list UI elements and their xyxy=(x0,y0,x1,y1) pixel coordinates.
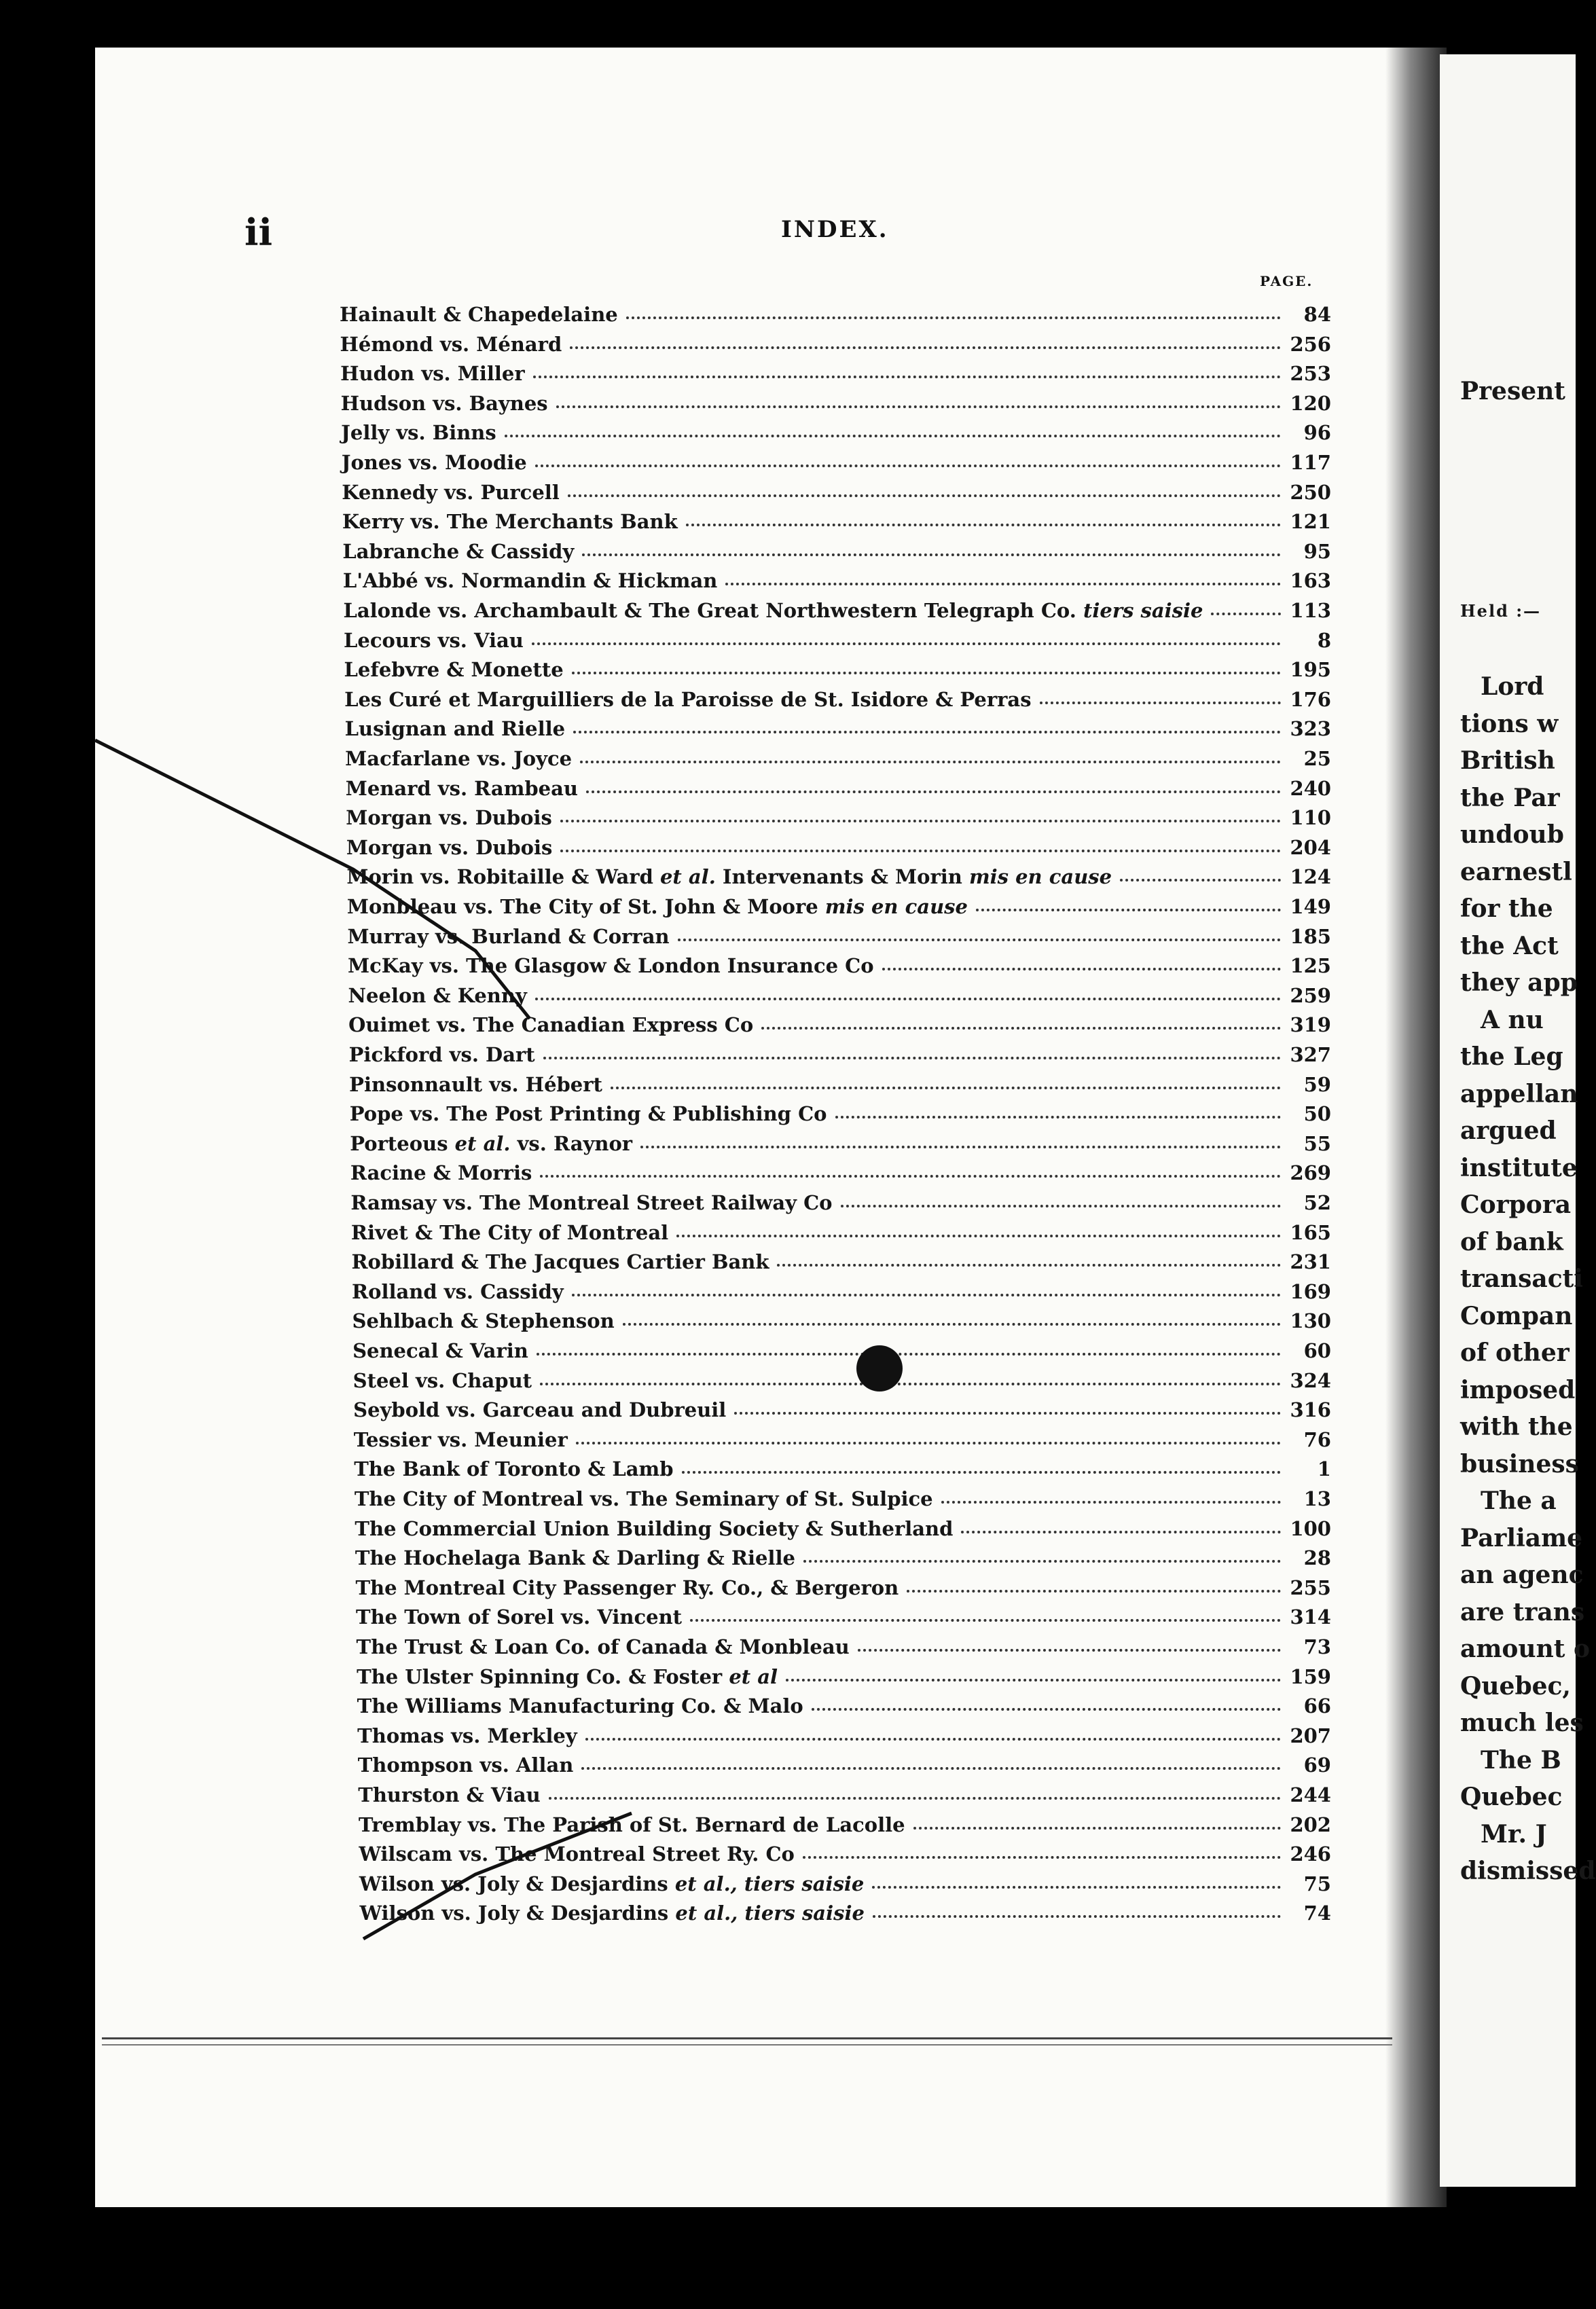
entry-page-number: 50 xyxy=(1303,1102,1331,1126)
index-entry xyxy=(355,1483,1331,1510)
entry-case-name: Hémond vs. Ménard xyxy=(340,332,562,356)
dot-leader xyxy=(1211,613,1281,615)
index-entry xyxy=(358,1779,1331,1806)
facing-page-line: appellan xyxy=(1460,1079,1578,1108)
entry-page-number: 76 xyxy=(1303,1428,1331,1451)
dot-leader xyxy=(572,1294,1281,1296)
dot-leader xyxy=(686,524,1281,526)
entry-page-number: 246 xyxy=(1290,1842,1331,1866)
index-entry xyxy=(346,773,1331,800)
index-entry xyxy=(343,565,1331,592)
entry-case-name: Lalonde vs. Archambault & The Great Northwestern Telegraph Co. tiers saisie xyxy=(343,599,1203,622)
index-entry xyxy=(352,1276,1331,1303)
index-entry xyxy=(357,1720,1331,1747)
index-entry xyxy=(353,1394,1331,1421)
entry-case-name: The City of Montreal vs. The Seminary of St. Sulpice xyxy=(354,1487,933,1510)
entry-page-number: 95 xyxy=(1303,539,1331,563)
index-entry xyxy=(351,1217,1331,1244)
entry-page-number: 176 xyxy=(1290,687,1331,711)
dot-leader xyxy=(560,850,1281,852)
dot-leader xyxy=(532,642,1281,645)
entry-case-name: The Town of Sorel vs. Vincent xyxy=(356,1605,683,1629)
entry-case-name: Menard vs. Rambeau xyxy=(345,776,579,800)
dot-leader xyxy=(1040,702,1281,704)
entry-case-name: Thurston & Viau xyxy=(358,1783,541,1806)
entry-page-number: 250 xyxy=(1290,480,1331,504)
index-entry xyxy=(359,1868,1331,1895)
dot-leader xyxy=(690,1619,1281,1622)
dot-leader xyxy=(1120,879,1281,881)
dot-leader xyxy=(580,761,1281,763)
facing-page-line: much les xyxy=(1460,1709,1584,1737)
index-entry xyxy=(346,802,1331,829)
entry-case-name: Morin vs. Robitaille & Ward et al. Intervenants & Morin mis en cause xyxy=(346,865,1112,889)
dot-leader xyxy=(725,583,1281,585)
facing-page-line: The B xyxy=(1481,1745,1561,1775)
index-entry xyxy=(341,417,1331,444)
index-entry xyxy=(344,654,1331,681)
facing-page-line: British xyxy=(1460,746,1555,775)
entry-page-number: 13 xyxy=(1303,1487,1331,1510)
entry-page-number: 110 xyxy=(1290,806,1331,830)
entry-page-number: 253 xyxy=(1290,362,1331,386)
entry-case-name: Jelly vs. Binns xyxy=(341,421,496,445)
entry-page-number: 84 xyxy=(1303,303,1331,326)
facing-page-line: Lord xyxy=(1481,672,1544,701)
entry-case-name: Neelon & Kenny xyxy=(348,983,527,1007)
dot-leader xyxy=(535,465,1281,467)
entry-case-name: Wilson vs. Joly & Desjardins et al., tiers saisie xyxy=(359,1902,865,1925)
dot-leader xyxy=(537,1353,1281,1356)
entry-case-name: The Trust & Loan Co. of Canada & Monbleau xyxy=(356,1635,850,1658)
dot-leader xyxy=(786,1679,1281,1681)
entry-page-number: 316 xyxy=(1290,1398,1331,1422)
facing-page-line: Quebec xyxy=(1460,1783,1563,1811)
entry-page-number: 327 xyxy=(1290,1043,1331,1066)
index-entry xyxy=(349,1069,1331,1096)
index-entry xyxy=(345,743,1331,770)
dot-leader xyxy=(576,1442,1281,1444)
index-entry xyxy=(341,388,1331,415)
entry-page-number: 113 xyxy=(1290,599,1331,622)
index-entry xyxy=(346,832,1331,859)
entry-page-number: 117 xyxy=(1290,451,1331,474)
entry-page-number: 100 xyxy=(1290,1516,1331,1540)
index-entry xyxy=(357,1631,1331,1658)
facing-page-line: for the xyxy=(1460,894,1553,923)
entry-case-name: Racine & Morris xyxy=(350,1161,532,1185)
dot-leader xyxy=(623,1323,1281,1326)
entry-case-name: L'Abbé vs. Normandin & Hickman xyxy=(342,569,718,593)
dot-leader xyxy=(560,820,1281,822)
facing-page-line: business xyxy=(1460,1449,1579,1478)
facing-page-line: with the xyxy=(1460,1413,1573,1441)
index-entry xyxy=(352,1335,1331,1362)
page-column-heading: PAGE. xyxy=(1260,273,1313,289)
dot-leader xyxy=(882,968,1281,970)
entry-page-number: 165 xyxy=(1290,1220,1331,1244)
index-entry xyxy=(355,1572,1331,1599)
index-entry xyxy=(348,950,1331,977)
entry-case-name: Hainault & Chapedelaine xyxy=(340,303,618,326)
entry-case-name: Seybold vs. Garceau and Dubreuil xyxy=(353,1398,727,1422)
index-entry xyxy=(346,861,1331,888)
index-entry xyxy=(359,1809,1331,1836)
entry-page-number: 319 xyxy=(1290,1013,1331,1037)
index-entry xyxy=(350,1157,1331,1184)
index-entry xyxy=(358,1749,1331,1777)
facing-page-line: imposed xyxy=(1460,1375,1576,1404)
entry-case-name: Kennedy vs. Purcell xyxy=(342,480,560,504)
index-entry xyxy=(348,980,1331,1007)
entry-case-name: The Bank of Toronto & Lamb xyxy=(354,1457,674,1481)
entry-page-number: 59 xyxy=(1303,1072,1331,1096)
entry-case-name: Morgan vs. Dubois xyxy=(346,835,553,859)
dot-leader xyxy=(761,1027,1281,1030)
facing-page-line: The a xyxy=(1481,1487,1557,1515)
dot-leader xyxy=(734,1412,1281,1415)
entry-case-name: Lecours vs. Viau xyxy=(344,628,524,652)
entry-case-name: Hudson vs. Baynes xyxy=(340,391,548,415)
index-entry xyxy=(347,891,1331,918)
entry-page-number: 69 xyxy=(1303,1753,1331,1777)
facing-page-line: Present xyxy=(1460,377,1565,405)
index-entry xyxy=(352,1305,1331,1332)
dot-leader xyxy=(812,1708,1281,1711)
dot-leader xyxy=(556,405,1281,408)
index-entry xyxy=(355,1542,1331,1569)
dot-leader xyxy=(533,376,1281,378)
dot-leader xyxy=(640,1146,1281,1148)
entry-case-name: Morgan vs. Dubois xyxy=(346,806,552,830)
entry-page-number: 169 xyxy=(1290,1279,1331,1303)
dot-leader xyxy=(582,553,1281,556)
entry-case-name: Sehlbach & Stephenson xyxy=(352,1309,615,1333)
entry-page-number: 1 xyxy=(1317,1457,1331,1481)
entry-case-name: Jones vs. Moodie xyxy=(341,451,527,474)
facing-page-line: the Act xyxy=(1460,931,1559,960)
entry-case-name: Monbleau vs. The City of St. John & Moore mis en cause xyxy=(346,895,968,918)
dot-leader xyxy=(585,1738,1281,1741)
dot-leader xyxy=(581,1767,1281,1770)
dot-leader xyxy=(873,1915,1281,1918)
entry-page-number: 120 xyxy=(1290,391,1331,415)
facing-page-line: Parliame xyxy=(1460,1523,1583,1552)
facing-page-line: the Par xyxy=(1460,783,1560,812)
index-entry xyxy=(340,329,1331,356)
index-entry xyxy=(350,1187,1331,1214)
index-entry xyxy=(355,1513,1331,1540)
entry-case-name: Rolland vs. Cassidy xyxy=(352,1279,564,1303)
dot-leader xyxy=(777,1264,1281,1267)
entry-case-name: Tessier vs. Meunier xyxy=(353,1428,568,1451)
entry-page-number: 256 xyxy=(1290,332,1331,356)
entry-case-name: Macfarlane vs. Joyce xyxy=(345,747,573,770)
dot-leader xyxy=(835,1116,1281,1119)
entry-page-number: 66 xyxy=(1303,1694,1331,1718)
entry-case-name: The Ulster Spinning Co. & Foster et al xyxy=(357,1665,778,1688)
facing-page-line: are trans xyxy=(1460,1597,1585,1626)
index-entry xyxy=(350,1128,1331,1155)
entry-case-name: Thompson vs. Allan xyxy=(357,1753,574,1777)
entry-page-number: 269 xyxy=(1290,1161,1331,1185)
dot-leader xyxy=(626,316,1281,319)
facing-page-line: Quebec, xyxy=(1460,1671,1571,1701)
index-entry xyxy=(344,625,1331,652)
facing-page-line: an agenc xyxy=(1460,1561,1584,1589)
index-entry xyxy=(357,1661,1331,1688)
entry-page-number: 28 xyxy=(1303,1546,1331,1570)
facing-page-line: A nu xyxy=(1481,1005,1544,1034)
facing-page-line: they app xyxy=(1460,968,1578,997)
entry-case-name: The Hochelaga Bank & Darling & Rielle xyxy=(355,1546,795,1570)
facing-page-line: Corpora xyxy=(1460,1190,1572,1219)
entry-case-name: Lefebvre & Monette xyxy=(344,658,564,682)
facing-page-line: undoub xyxy=(1460,820,1564,849)
dot-leader xyxy=(682,1471,1281,1474)
index-entry xyxy=(348,1009,1331,1036)
entry-page-number: 323 xyxy=(1290,717,1331,741)
entry-case-name: Ouimet vs. The Canadian Express Co xyxy=(348,1013,754,1037)
index-entry xyxy=(356,1601,1331,1629)
page-title: INDEX. xyxy=(781,216,889,243)
dot-leader xyxy=(803,1856,1281,1859)
entry-page-number: 75 xyxy=(1303,1872,1331,1895)
entry-page-number: 55 xyxy=(1303,1131,1331,1155)
entry-case-name: Hudon vs. Miller xyxy=(340,362,525,386)
facing-page-line: Held :— xyxy=(1460,601,1542,621)
footer-rule-secondary xyxy=(102,2044,1392,2046)
facing-page-line: Compan xyxy=(1460,1301,1573,1330)
entry-page-number: 124 xyxy=(1290,865,1331,889)
dot-leader xyxy=(505,435,1281,437)
dot-leader xyxy=(858,1649,1281,1652)
facing-page-line: of other xyxy=(1460,1339,1570,1367)
entry-page-number: 149 xyxy=(1290,895,1331,918)
entry-case-name: The Montreal City Passenger Ry. Co., & Bergeron xyxy=(355,1576,899,1599)
dot-leader xyxy=(803,1560,1281,1563)
entry-page-number: 8 xyxy=(1317,628,1331,652)
dot-leader xyxy=(913,1827,1281,1830)
dot-leader xyxy=(586,790,1281,793)
entry-page-number: 185 xyxy=(1290,924,1331,948)
dot-leader xyxy=(841,1205,1281,1207)
entry-case-name: Wilson vs. Joly & Desjardins et al., tiers saisie xyxy=(359,1872,865,1895)
entry-page-number: 121 xyxy=(1290,510,1331,534)
dot-leader xyxy=(907,1590,1281,1593)
entry-page-number: 195 xyxy=(1290,658,1331,682)
entry-page-number: 96 xyxy=(1303,421,1331,445)
entry-case-name: Pope vs. The Post Printing & Publishing Co xyxy=(349,1102,827,1126)
footer-rule xyxy=(102,2037,1392,2039)
facing-page-line: Mr. J xyxy=(1481,1819,1547,1849)
index-entry xyxy=(342,477,1331,504)
entry-page-number: 159 xyxy=(1290,1665,1331,1688)
entry-case-name: Pickford vs. Dart xyxy=(348,1043,535,1066)
facing-page-line: earnestl xyxy=(1460,857,1572,886)
index-entry xyxy=(343,595,1331,622)
dot-leader xyxy=(676,1235,1281,1237)
entry-case-name: Labranche & Cassidy xyxy=(342,539,575,563)
entry-page-number: 204 xyxy=(1290,835,1331,859)
dot-leader xyxy=(678,939,1281,941)
entry-case-name: Porteous et al. vs. Raynor xyxy=(350,1131,633,1155)
dot-leader xyxy=(611,1087,1281,1089)
index-entry xyxy=(340,358,1331,385)
entry-case-name: Thomas vs. Merkley xyxy=(357,1724,577,1747)
dot-leader xyxy=(543,1057,1281,1059)
entry-case-name: Kerry vs. The Merchants Bank xyxy=(342,510,678,534)
entry-case-name: Rivet & The City of Montreal xyxy=(350,1220,669,1244)
dot-leader xyxy=(573,731,1281,733)
dot-leader xyxy=(976,909,1281,911)
index-entry xyxy=(353,1365,1331,1392)
entry-case-name: Wilscam vs. The Montreal Street Ry. Co xyxy=(359,1842,795,1866)
entry-case-name: Steel vs. Chaput xyxy=(352,1368,532,1392)
dot-leader xyxy=(540,1175,1281,1178)
entry-page-number: 231 xyxy=(1290,1250,1331,1274)
dot-leader xyxy=(535,998,1281,1000)
entry-page-number: 130 xyxy=(1290,1309,1331,1333)
facing-page-line: of bank xyxy=(1460,1227,1563,1256)
entry-page-number: 25 xyxy=(1303,747,1331,770)
facing-page-line: the Leg xyxy=(1460,1042,1563,1071)
entry-page-number: 163 xyxy=(1290,569,1331,593)
page-number: ii xyxy=(244,211,273,254)
entry-case-name: Lusignan and Rielle xyxy=(344,717,566,741)
entry-case-name: Tremblay vs. The Parish of St. Bernard de Lacolle xyxy=(358,1813,905,1836)
entry-page-number: 202 xyxy=(1290,1813,1331,1836)
entry-case-name: Senecal & Varin xyxy=(352,1339,528,1362)
entry-page-number: 259 xyxy=(1290,983,1331,1007)
entry-page-number: 74 xyxy=(1303,1902,1331,1925)
entry-page-number: 60 xyxy=(1303,1339,1331,1362)
entry-case-name: Robillard & The Jacques Cartier Bank xyxy=(351,1250,769,1274)
facing-page-line: argued xyxy=(1460,1116,1557,1145)
facing-page-line: dismissed xyxy=(1460,1857,1596,1885)
index-entry xyxy=(354,1453,1331,1480)
index-entry xyxy=(345,713,1331,740)
index-entry xyxy=(349,1039,1331,1066)
index-entry xyxy=(354,1424,1331,1451)
entry-page-number: 207 xyxy=(1290,1724,1331,1747)
facing-page-line: tions w xyxy=(1460,709,1559,738)
dot-leader xyxy=(570,346,1281,349)
entry-case-name: Murray vs. Burland & Corran xyxy=(347,924,670,948)
entry-page-number: 324 xyxy=(1290,1368,1331,1392)
entry-page-number: 314 xyxy=(1290,1605,1331,1629)
dot-leader xyxy=(549,1797,1281,1800)
entry-case-name: Les Curé et Marguilliers de la Paroisse de St. Isidore & Perras xyxy=(344,687,1032,711)
dot-leader xyxy=(572,672,1281,674)
entry-case-name: The Commercial Union Building Society & Sutherland xyxy=(355,1516,954,1540)
entry-page-number: 125 xyxy=(1290,954,1331,978)
entry-page-number: 73 xyxy=(1303,1635,1331,1658)
index-entry xyxy=(357,1690,1331,1717)
index-entry xyxy=(344,684,1331,711)
entry-case-name: Ramsay vs. The Montreal Street Railway Co xyxy=(350,1191,833,1214)
entry-page-number: 240 xyxy=(1290,776,1331,800)
entry-page-number: 244 xyxy=(1290,1783,1331,1806)
index-entry xyxy=(359,1897,1331,1925)
index-entry xyxy=(359,1838,1331,1866)
entry-case-name: Pinsonnault vs. Hébert xyxy=(349,1072,602,1096)
dot-leader xyxy=(568,494,1281,497)
index-entry xyxy=(350,1098,1331,1125)
index-entry xyxy=(347,921,1331,948)
dot-leader xyxy=(941,1501,1281,1504)
entry-page-number: 52 xyxy=(1303,1191,1331,1214)
index-entry xyxy=(351,1246,1331,1273)
index-entry xyxy=(342,536,1331,563)
entry-case-name: The Williams Manufacturing Co. & Malo xyxy=(357,1694,803,1718)
dot-leader xyxy=(540,1383,1281,1385)
dot-leader xyxy=(872,1886,1281,1889)
index-entry xyxy=(340,299,1331,326)
facing-page-line: institute xyxy=(1460,1153,1578,1182)
facing-page-line: transacti xyxy=(1460,1265,1583,1293)
facing-page-line: amount o xyxy=(1460,1635,1590,1663)
entry-case-name: McKay vs. The Glasgow & London Insurance Co xyxy=(348,954,874,978)
index-entry xyxy=(342,447,1331,474)
index-entry xyxy=(342,506,1331,533)
entry-page-number: 255 xyxy=(1290,1576,1331,1599)
dot-leader xyxy=(961,1531,1281,1533)
